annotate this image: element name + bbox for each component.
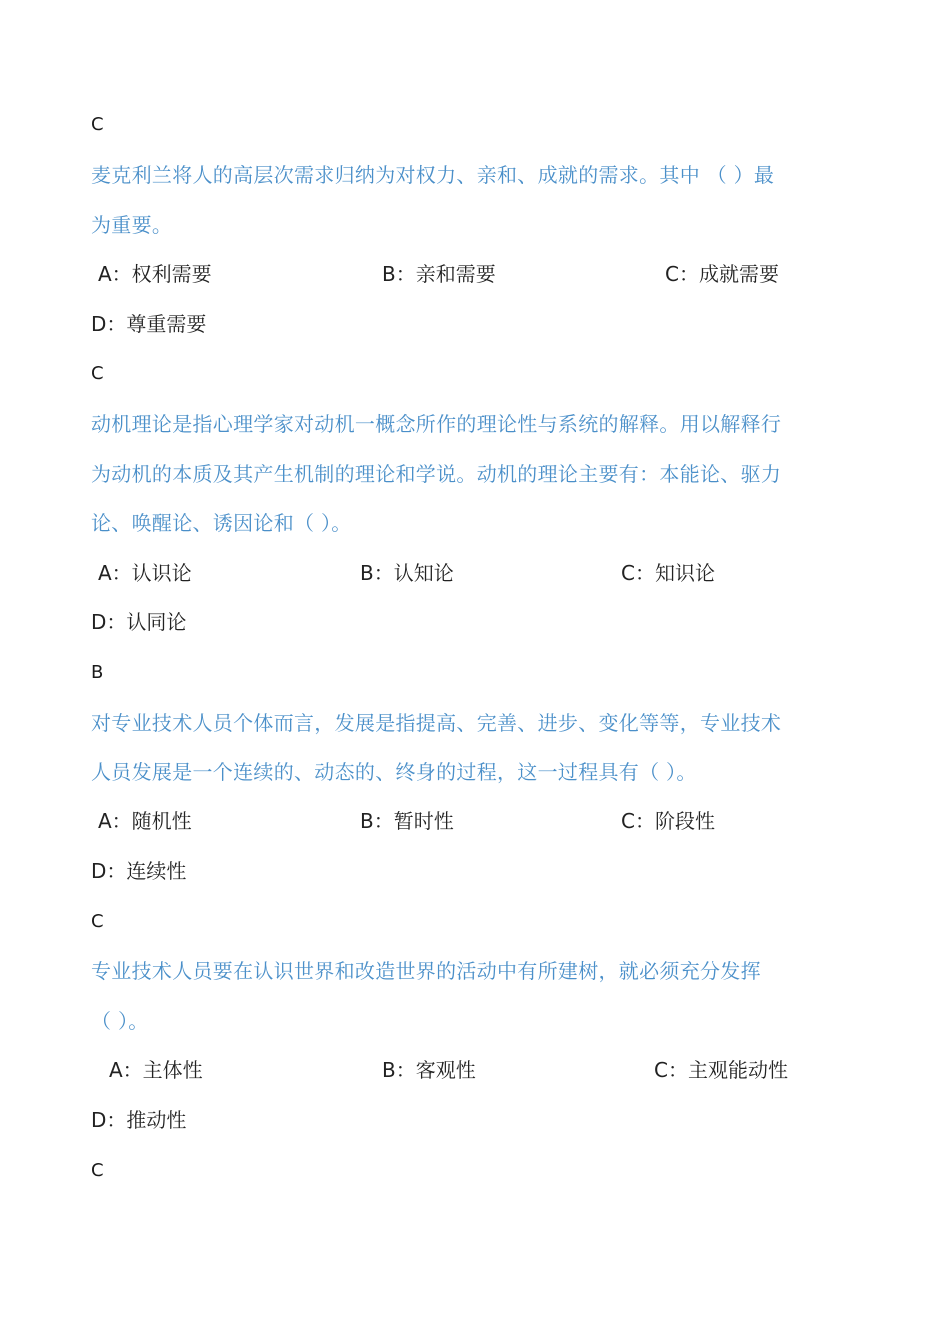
answer-label: C — [91, 911, 104, 932]
question-text-line: 为重要。 — [91, 213, 173, 237]
option-a: A：主体性 — [109, 1058, 203, 1082]
option-a: A：权利需要 — [98, 262, 212, 286]
option-b: B：暂时性 — [360, 809, 454, 833]
question-text-line: 人员发展是一个连续的、动态的、终身的过程，这一过程具有（ ）。 — [91, 760, 697, 784]
option-d: D：认同论 — [91, 610, 187, 634]
question-text-line: （ ）。 — [91, 1009, 149, 1033]
answer-label: B — [91, 662, 104, 683]
question-text-line: 麦克利兰将人的高层次需求归纳为对权力、亲和、成就的需求。其中 （ ）最 — [91, 163, 775, 187]
question-text-line: 对专业技术人员个体而言，发展是指提高、完善、进步、变化等等，专业技术 — [91, 711, 782, 735]
option-c: C：阶段性 — [621, 809, 715, 833]
question-text-line: 专业技术人员要在认识世界和改造世界的活动中有所建树，就必须充分发挥 — [91, 959, 761, 983]
option-b: B：客观性 — [382, 1058, 476, 1082]
answer-label: C — [91, 1160, 104, 1181]
option-a: A：随机性 — [98, 809, 192, 833]
option-c: C：成就需要 — [665, 262, 779, 286]
option-b: B：认知论 — [360, 561, 454, 585]
answer-label: C — [91, 363, 104, 384]
answer-label: C — [91, 114, 104, 135]
option-c: C：主观能动性 — [654, 1058, 788, 1082]
question-text-line: 动机理论是指心理学家对动机一概念所作的理论性与系统的解释。用以解释行 — [91, 412, 782, 436]
option-d: D：尊重需要 — [91, 312, 207, 336]
option-d: D：连续性 — [91, 859, 187, 883]
option-d: D：推动性 — [91, 1108, 187, 1132]
option-c: C：知识论 — [621, 561, 715, 585]
question-text-line: 为动机的本质及其产生机制的理论和学说。动机的理论主要有：本能论、驱力 — [91, 462, 782, 486]
option-a: A：认识论 — [98, 561, 192, 585]
question-text-line: 论、唤醒论、诱因论和（ ）。 — [91, 511, 352, 535]
option-b: B：亲和需要 — [382, 262, 496, 286]
